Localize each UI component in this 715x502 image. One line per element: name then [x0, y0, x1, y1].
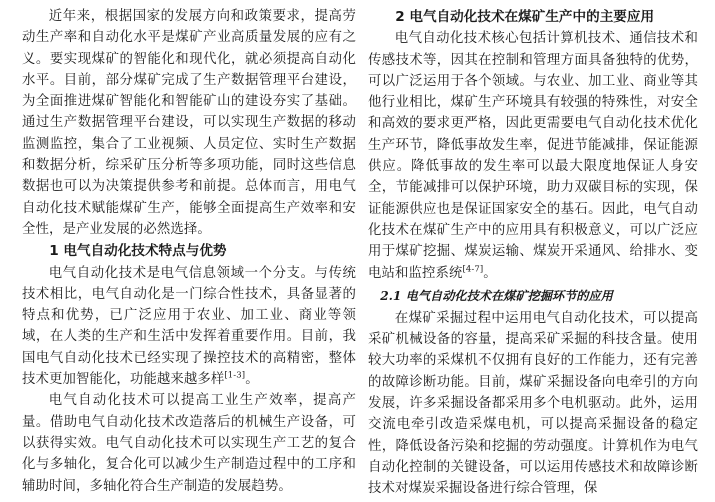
citation-4-7: [4-7]	[462, 264, 484, 275]
right-column	[368, 6, 698, 500]
section-2-1-paragraph: 在煤矿采掘过程中运用电气自动化技术，可以提高采矿机械设备的容量，提高采矿采掘的科技含量。使用较大功率的采煤机不仅拥有良好的工作能力，还有完善的故障诊断功能。目前，煤矿采掘设备向电牵引的方向发展，许多采掘设备都采用多个电机驱动。此外，运用交流电牵引改造采煤电机，可以提高采掘设备的稳定性，降低设备污染和挖掘的劳动强度。计算机作为电气自动化控制的关键设备，可以运用传感技术和故障诊断技术对煤炭采掘设备进行综合管理，保	[368, 310, 698, 497]
section-1-paragraph-1	[22, 263, 356, 391]
left-column	[22, 6, 356, 497]
section-1-heading: 1 电气自动化技术特点与优势	[49, 243, 227, 260]
section-2-paragraph-1-text: 电气自动化技术核心包括计算机技术、通信技术和传感技术等，因其在控制和管理方面具备独特的优势，可以广泛运用于各个领域。与农业、加工业、商业等其他行业相比，煤矿生产环境具有较强的特殊性，对安全和高效的要求更严格，因此更需要电气自动化技术优化生产环节，降低事故发生率，促进节能减排，保证能源供应。降低事故的发生率可以最大限度地保证人身安全，节能减排可以保护环境，助力双碳目标的实现，保证能源供应也是保证国家安全的基石。因此，电气自动化技术在煤矿生产中的应用具有积极意义，可以广泛应用于煤矿挖掘、煤炭运输、煤炭开采通风、给排水、变电站和监控系统	[368, 31, 698, 281]
section-1-paragraph-1-text: 电气自动化技术是电气信息领域一个分支。与传统技术相比，电气自动化是一门综合性技术，具备显著的特点和优势，已广泛应用于农业、加工业、商业等领域，在人类的生产和生活中发挥着重要作用。目前，我国电气自动化技术已经实现了操控技术的高精密，整体技术更加智能化，功能越来越多样	[22, 265, 356, 388]
section-2-paragraph-1-end: 。	[483, 265, 497, 281]
citation-1-3: [1-3]	[224, 370, 246, 381]
section-2-1-heading: 2.1 电气自动化技术在煤矿挖掘环节的应用	[380, 288, 613, 303]
section-2-heading: 2 电气自动化技术在煤矿生产中的主要应用	[395, 9, 655, 25]
section-2-paragraph-1	[368, 28, 698, 284]
section-1-paragraph-1-end: 。	[245, 372, 259, 388]
section-1-paragraph-2: 电气自动化技术可以提高工业生产效率，提高产量。借助电气自动化技术改造落后的机械生产设备，可以获得实效。电气自动化技术可以实现生产工艺的复合化与多轴化，复合化可以减少生产制造过程中的工序和辅助时间，多轴化符合生产制造的发展趋势。	[22, 393, 356, 494]
intro-paragraph: 近年来，根据国家的发展方向和政策要求，提高劳动生产率和自动化水平是煤矿产业高质量发展的应有之义。要实现煤矿的智能化和现代化，就必须提高自动化水平。目前，部分煤矿完成了生产数据管理平台建设，为全面推进煤矿智能化和智能矿山的建设夯实了基础。通过生产数据管理平台建设，可以实现生产数据的移动监测监控，集合了工业视频、人员定位、实时生产数据和数据分析，综采矿压分析等多项功能，同时这些信息数据也可以为决策提供参考和前提。总体而言，用电气自动化技术赋能煤矿生产，能够全面提高生产效率和安全性，是产业发展的必然选择。	[22, 9, 356, 237]
